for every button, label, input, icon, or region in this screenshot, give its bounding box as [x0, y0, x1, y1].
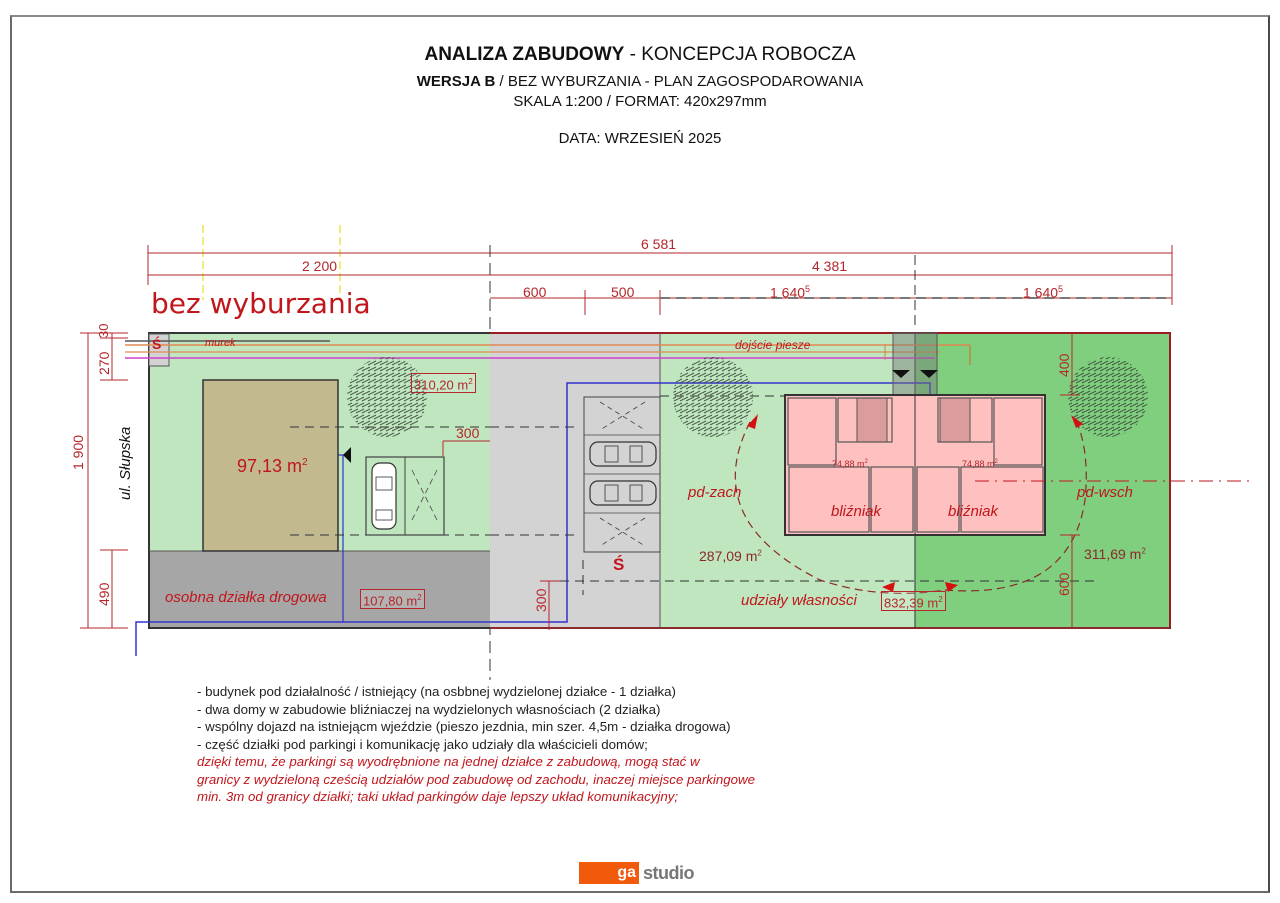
footpath-label: dojście piesze [735, 338, 811, 352]
sheet-scale: SKALA 1:200 / FORMAT: 420x297mm [513, 93, 767, 110]
dim-300-bottom: 300 [533, 588, 549, 612]
sheet-title: ANALIZA ZABUDOWY - KONCEPCJA ROBOCZA [424, 44, 856, 65]
ownership-shares-area: 832,39 $m^2$ [881, 591, 946, 611]
road-plot-area: 107,80 $m^2$ [360, 589, 425, 609]
dim-600: 600 [523, 284, 547, 300]
house-left-area: 74,88 $m^2$ [832, 459, 868, 469]
notes-block [197, 683, 755, 806]
sheet-subtitle: WERSJA B / BEZ WYBURZANIA - PLAN ZAGOSPODAROWANIA [416, 73, 864, 90]
dim-right-width: 4 381 [812, 258, 848, 274]
note-line: - część działki pod parkingi i komunikację jako udziały dla właścicieli domów; [197, 736, 648, 752]
dim-total-depth: 1 900 [70, 434, 86, 470]
house-right-label: bliźniak [948, 503, 999, 520]
dim-500: 500 [611, 284, 635, 300]
southwest-label: pd-zach [688, 484, 742, 501]
road-plot-label: osobna działka drogowa [165, 589, 327, 606]
dim-30: 30 [96, 323, 111, 338]
note-line: - wspólny dojazd na istniejącm wjeździe (pieszo jezdnia, min szer. 4,5m - działka drogowa) [197, 719, 731, 734]
note-line: - dwa domy w zabudowie bliźniaczej na wydzielonych własnościach (2 działka) [197, 701, 661, 717]
logo-mark: ga [579, 862, 639, 884]
car-icon-parking-2 [590, 481, 656, 505]
car-icon-left [372, 463, 396, 529]
dim-1640-east: 1 $640^5$ [1023, 284, 1064, 301]
plot1-area: 310,20 $m^2$ [411, 373, 476, 393]
waste-symbol-plot1: Ś [152, 336, 162, 352]
dim-1640-west: 1 $640^5$ [770, 284, 811, 301]
house-right-area: 74,88 $m^2$ [962, 459, 998, 469]
dim-300-setback: 300 [456, 425, 480, 441]
note-italic-line: granicy z wydzieloną cześcią udziałów pod zabudowę od zachodu, inaczej miejsce parkingowe [197, 771, 756, 787]
southeast-label: pd-wsch [1077, 484, 1133, 501]
ownership-shares-label: udziały własności [741, 592, 857, 609]
logo-text: studio [643, 862, 694, 883]
west-plot-area: 287,09 $m^2$ [699, 548, 762, 564]
note-italic-line: min. 3m od granicy działki; taki układ parkingów daje lepszy układ komunikacyjny; [197, 789, 679, 804]
existing-building-area: 97,13 $m^2$ [237, 456, 308, 476]
sheet-date: DATA: WRZESIEŃ 2025 [558, 130, 722, 147]
studio-logo [579, 862, 694, 884]
street-name: ul. Słupska [117, 426, 134, 500]
dim-490: 490 [96, 582, 112, 606]
note-line: - budynek pod działalność / istniejący (na osbbnej wydzielonej działce - 1 działka) [197, 684, 676, 699]
house-left-label: bliźniak [831, 503, 882, 520]
car-icon-parking-1 [590, 442, 656, 466]
variant-label: bez wyburzania [151, 287, 371, 320]
dim-400: 400 [1056, 353, 1072, 377]
wall-label: murek [205, 337, 236, 349]
waste-symbol-parking: Ś [613, 555, 625, 574]
dim-600-east: 600 [1056, 572, 1072, 596]
dim-left-width: 2 200 [302, 258, 338, 274]
dim-270: 270 [96, 351, 112, 375]
dim-total-width: 6 581 [641, 236, 677, 252]
east-plot-area: 311,69 $m^2$ [1084, 546, 1146, 562]
note-italic-line: dzięki temu, że parkingi są wyodrębnione na jednej działce z zabudową, mogą stać w [197, 754, 700, 769]
